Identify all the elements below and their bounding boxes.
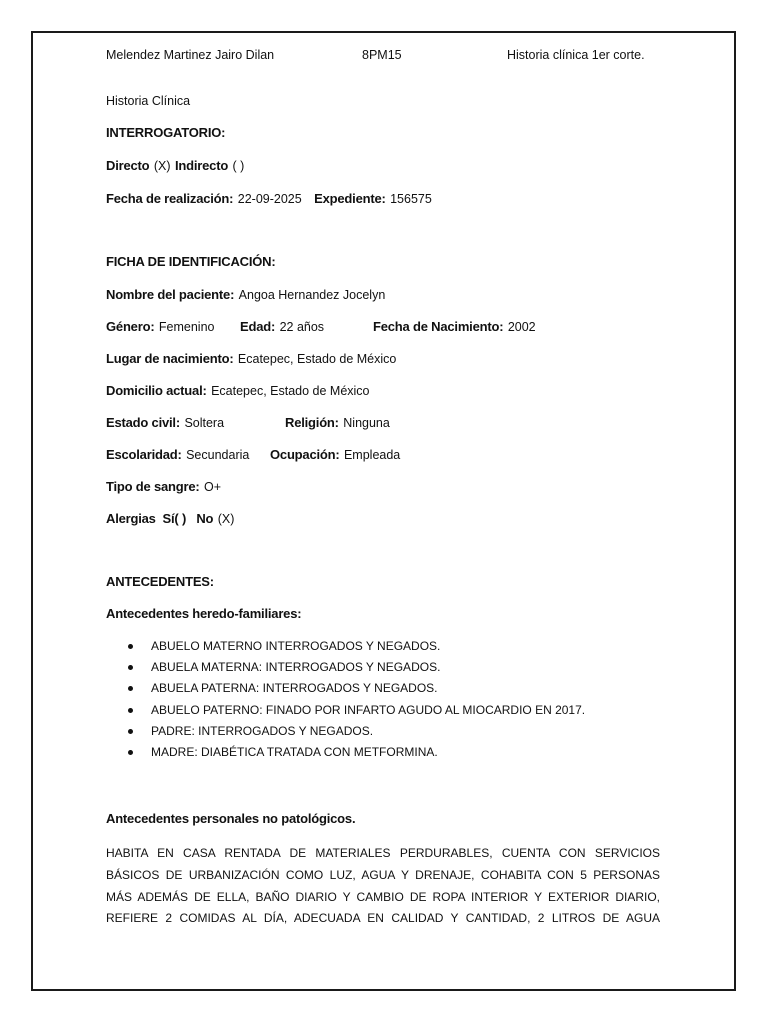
directo-label: Directo xyxy=(106,158,150,173)
bullet-icon xyxy=(128,729,133,734)
escolaridad-label: Escolaridad: xyxy=(106,447,182,462)
edad-group xyxy=(240,318,324,336)
alergias-row xyxy=(106,510,234,528)
lugar-row xyxy=(106,350,396,368)
domicilio-label: Domicilio actual: xyxy=(106,383,207,398)
list-item xyxy=(106,702,585,723)
genero-edad-row xyxy=(106,318,215,336)
fecha-value: 22-09-2025 xyxy=(237,192,302,206)
paragraph-line: REFIERE 2 COMIDAS AL DÍA, ADECUADA EN CALIDAD Y CANTIDAD, 2 LITROS DE AGUA xyxy=(106,911,660,926)
list-item-text: ABUELA MATERNA: INTERROGADOS Y NEGADOS. xyxy=(151,660,441,675)
list-item-text: ABUELO PATERNO: FINADO POR INFARTO AGUDO AL MIOCARDIO EN 2017. xyxy=(151,702,586,717)
alergias-label: Alergias Sí( ) No xyxy=(106,511,214,526)
heredo-list xyxy=(106,638,585,765)
ocupacion-label: Ocupación: xyxy=(270,447,340,462)
indirecto-mark: ( ) xyxy=(232,159,245,173)
list-item-text: ABUELO MATERNO INTERROGADOS Y NEGADOS. xyxy=(151,639,441,653)
list-item xyxy=(106,659,585,680)
edad-value: 22 años xyxy=(279,320,325,334)
paragraph-line: HABITA EN CASA RENTADA DE MATERIALES PERDURABLES, CUENTA CON SERVICIOS xyxy=(106,846,660,860)
domicilio-value: Ecatepec, Estado de México xyxy=(211,384,370,398)
nombre-value: Angoa Hernandez Jocelyn xyxy=(238,288,386,302)
sangre-row xyxy=(106,478,221,496)
escolaridad-value: Secundaria xyxy=(186,448,250,462)
sangre-label: Tipo de sangre: xyxy=(106,479,200,494)
header-group: 8PM15 xyxy=(362,48,402,62)
civil-label: Estado civil: xyxy=(106,415,180,430)
heredo-heading: Antecedentes heredo-familiares: xyxy=(106,606,302,621)
domicilio-row xyxy=(106,382,370,400)
religion-group xyxy=(285,414,390,432)
list-item xyxy=(106,744,585,765)
civil-row xyxy=(106,414,224,432)
genero-value: Femenino xyxy=(158,320,215,334)
expediente-value: 156575 xyxy=(390,192,432,206)
paragraph-line: MÁS ADEMÁS DE ELLA, BAÑO DIARIO Y CAMBIO DE ROPA INTERIOR Y EXTERIOR DIARIO, xyxy=(106,889,660,904)
ocupacion-value: Empleada xyxy=(343,448,401,462)
interrogatorio-heading: INTERROGATORIO: xyxy=(106,125,226,140)
lugar-value: Ecatepec, Estado de México xyxy=(237,352,397,366)
religion-value: Ninguna xyxy=(343,416,390,430)
bullet-icon xyxy=(128,686,133,691)
ocupacion-group xyxy=(270,446,400,464)
header-title: Historia clínica 1er corte. xyxy=(507,48,645,62)
bullet-icon xyxy=(128,665,133,670)
fecha-label: Fecha de realización: xyxy=(106,191,234,206)
no-patologicos-paragraph xyxy=(106,843,660,930)
sangre-value: O+ xyxy=(204,480,222,494)
nombre-row xyxy=(106,286,385,304)
edad-label: Edad: xyxy=(240,319,276,334)
genero-label: Género: xyxy=(106,319,155,334)
list-item xyxy=(106,723,585,744)
escolaridad-row xyxy=(106,446,249,464)
religion-label: Religión: xyxy=(285,415,339,430)
list-item-text: PADRE: INTERROGADOS Y NEGADOS. xyxy=(151,723,374,738)
ficha-heading: FICHA DE IDENTIFICACIÓN: xyxy=(106,254,276,269)
nombre-label: Nombre del paciente: xyxy=(106,287,235,302)
directo-mark: (X) xyxy=(153,159,171,173)
header-author: Melendez Martinez Jairo Dilan xyxy=(106,48,275,62)
nacimiento-label: Fecha de Nacimiento: xyxy=(373,319,504,334)
fecha-expediente-row xyxy=(106,190,432,208)
paragraph-line: BÁSICOS DE URBANIZACIÓN COMO LUZ, AGUA Y DRENAJE, COHABITA CON 5 PERSONAS xyxy=(106,867,660,882)
list-item xyxy=(106,680,585,701)
nacimiento-group xyxy=(373,318,536,336)
lugar-label: Lugar de nacimiento: xyxy=(106,351,234,366)
indirecto-label: Indirecto xyxy=(174,158,229,173)
bullet-icon xyxy=(128,644,133,649)
bullet-icon xyxy=(128,708,133,713)
doc-title: Historia Clínica xyxy=(106,94,191,108)
antecedentes-heading: ANTECEDENTES: xyxy=(106,574,214,589)
list-item-text: MADRE: DIABÉTICA TRATADA CON METFORMINA. xyxy=(151,744,438,759)
list-item-text: ABUELA PATERNA: INTERROGADOS Y NEGADOS. xyxy=(151,681,438,696)
nacimiento-value: 2002 xyxy=(507,320,536,334)
civil-value: Soltera xyxy=(184,416,225,430)
list-item xyxy=(106,638,585,659)
expediente-label: Expediente: xyxy=(314,191,386,206)
no-patologicos-heading: Antecedentes personales no patológicos. xyxy=(106,811,356,826)
interrogatorio-type-row xyxy=(106,157,244,175)
alergias-mark: (X) xyxy=(217,512,235,526)
bullet-icon xyxy=(128,750,133,755)
